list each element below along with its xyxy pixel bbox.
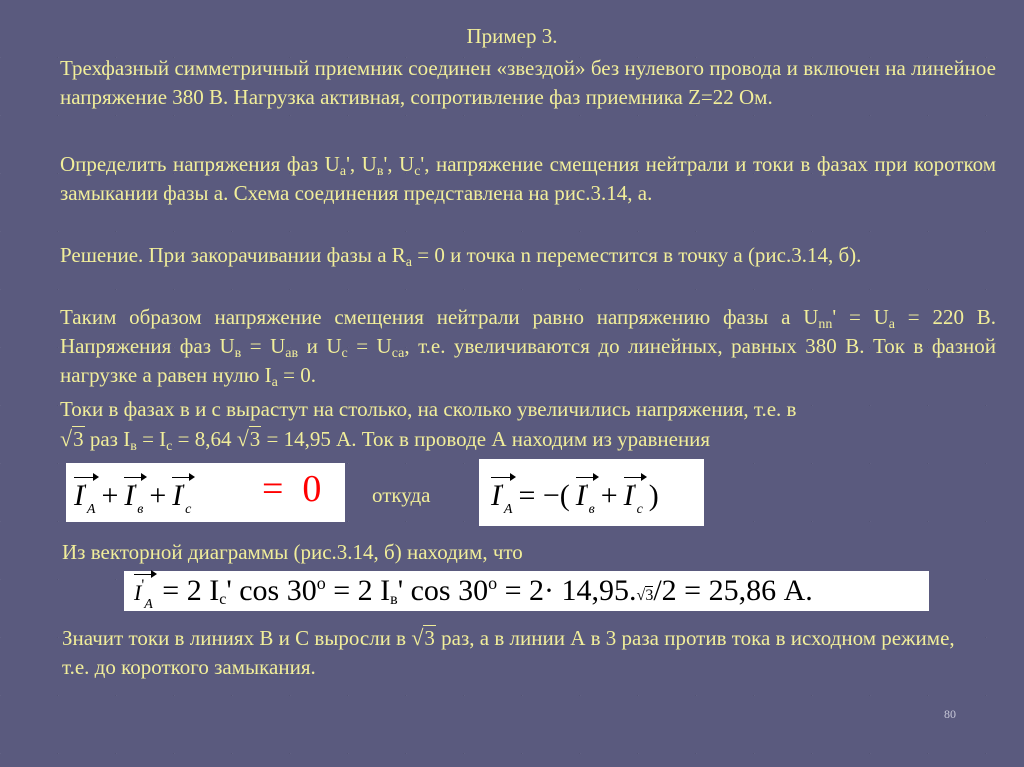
conclusion-text: Значит токи в линиях В и С выросли в √3 раз, а в линии А в 3 раза против тока в исходном режиме, т.е. до короткого замыкания. xyxy=(62,625,955,679)
equals-zero: = 0 xyxy=(262,468,322,510)
vector-current-a: $I'_A$ xyxy=(134,577,153,612)
sqrt-symbol: √3 xyxy=(411,625,435,650)
equation-current-a: $I'_A$ = −( $I'_в + I'_c$ ) xyxy=(479,459,704,526)
vector-current-v: $I'_в$ xyxy=(124,479,144,517)
slide-title: Пример 3. xyxy=(466,24,558,48)
vector-current-c: $I'_c$ xyxy=(623,479,643,517)
sqrt-symbol: √3 xyxy=(236,426,261,451)
sqrt-symbol: √3 xyxy=(60,426,84,451)
solution-intro: Решение. При закорачивании фазы а $R_а = 0$ и точка n переместится в точку а (рис.3.14, б). xyxy=(60,243,862,270)
equation-sum-zero: $I'_A + I'_в + I'_c$ = 0 xyxy=(66,463,345,522)
vector-current-a: $I'_A$ xyxy=(491,479,513,517)
page-number: 80 xyxy=(944,707,956,721)
sqrt-symbol: √3 xyxy=(636,587,654,604)
solution-voltages: Таким образом напряжение смещения нейтрали равно напряжению фазы а $U_{nn}' = U_а = 220$ В. Напряжения фаз $U_в = U_{ав}$ и $U_с = U_{са}$, т.е. увеличиваются до линейных, равных 380 В. Ток в фазной нагрузке а равен нулю $I_а = 0$. xyxy=(60,305,997,390)
vector-diagram-text: Из векторной диаграммы (рис.3.14, б) находим, что xyxy=(62,540,523,564)
vector-current-c: $I'_c$ xyxy=(172,479,192,517)
equation-line-current: $I'_A = 2$ $I_c'$ $\cos 30^o = 2$ $I_в'$ $\cos 30^o = 2\cdot 14,95.√3/2 = 25,86$ А. xyxy=(124,571,929,611)
vector-current-v: $I'_в$ xyxy=(575,479,595,517)
task-statement: Определить напряжения фаз $U_а'$, $U_в'$, $U_с'$, напряжение смещения нейтрали и токи в фазах при коротком замыкании фазы а. Схема соединения представлена на рис.3.14, а. xyxy=(60,152,997,205)
problem-statement: Трехфазный симметричный приемник соединен «звездой» без нулевого провода и включен на линейное напряжение 380 В. Нагрузка активная, сопротивление фаз приемника Z=22 Ом. xyxy=(60,56,996,109)
vector-current-a: $I'_A$ xyxy=(74,479,96,517)
solution-currents: Токи в фазах в и с вырастут на столько, на сколько увеличились напряжения, т.е. в √3 раз $I_в = I_с = 8,64$ √3 = 14,95 А. Ток в проводе А находим из уравнения xyxy=(60,397,797,454)
otkuda-label: откуда xyxy=(372,483,431,507)
